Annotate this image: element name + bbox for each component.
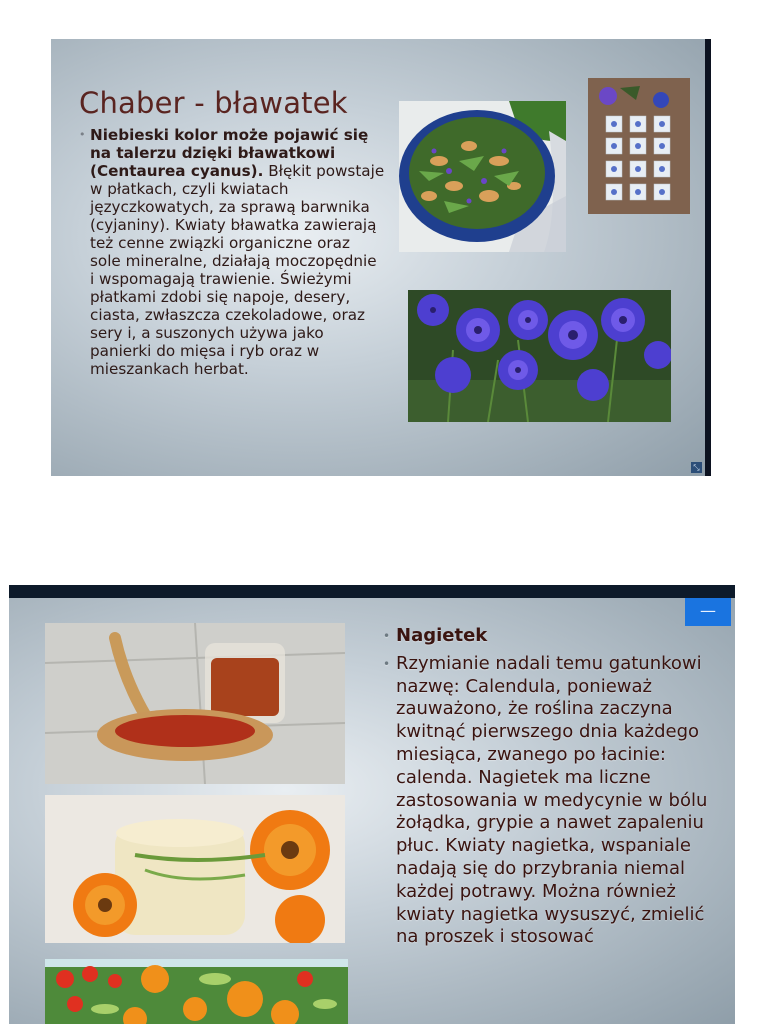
cornflowers-photo <box>408 290 671 422</box>
minimize-button[interactable]: — <box>685 598 731 626</box>
salad-photo <box>399 101 566 252</box>
calendula-salad-photo <box>45 959 348 1024</box>
slide-title: Chaber - bławatek <box>79 86 348 120</box>
flower-tiles-photo <box>588 78 690 214</box>
saffron-spoon-photo <box>45 623 345 784</box>
slide-nagietek <box>9 585 735 1024</box>
slide-heading: Nagietek <box>396 625 488 646</box>
slide-body <box>79 126 385 378</box>
calendula-cream-photo <box>45 795 345 943</box>
slide-body <box>383 625 723 949</box>
expand-icon[interactable]: ⤡ <box>691 462 702 473</box>
bullet-icon: • <box>383 629 391 643</box>
bullet-text: Błękit powstaje w płatkach, czyli kwiatach języczkowatych, za sprawą barwnika (cyjaniny). Kwiaty bławatka zawierają też cenne związki organiczne oraz sole mineralne, działają moczopędnie i wspomagają trawienie. Świeżymi płatkami zdobi się napoje, desery, ciasta, zwłaszcza czekoladowe, oraz sery i, a suszonych używa jako panierki do mięsa i ryb oraz w mieszankach herbat. <box>90 162 385 378</box>
bullet-icon: • <box>383 656 391 671</box>
bullet-icon: • <box>79 128 86 141</box>
slide-paragraph: Rzymianie nadali temu gatunkowi nazwę: Calendula, ponieważ zauważono, że roślina zaczyna kwitnąć pierwszego dnia każdego miesiąca, zwanego po łacinie: calenda. Nagietek ma liczne zastosowania w medycynie w bólu żołądka, grypie a nawet zapaleniu płuc. Kwiaty nagietka, wspaniale nadają się do przybrania niemal każdej potrawy. Można również kwiaty nagietka wysuszyć, zmielić na proszek i stosować <box>396 652 708 948</box>
slide-chaber <box>51 39 711 476</box>
bullet-bold-text: Niebieski kolor może pojawić się na talerzu dzięki bławatkowi (Centaurea cyanus). <box>90 126 369 180</box>
